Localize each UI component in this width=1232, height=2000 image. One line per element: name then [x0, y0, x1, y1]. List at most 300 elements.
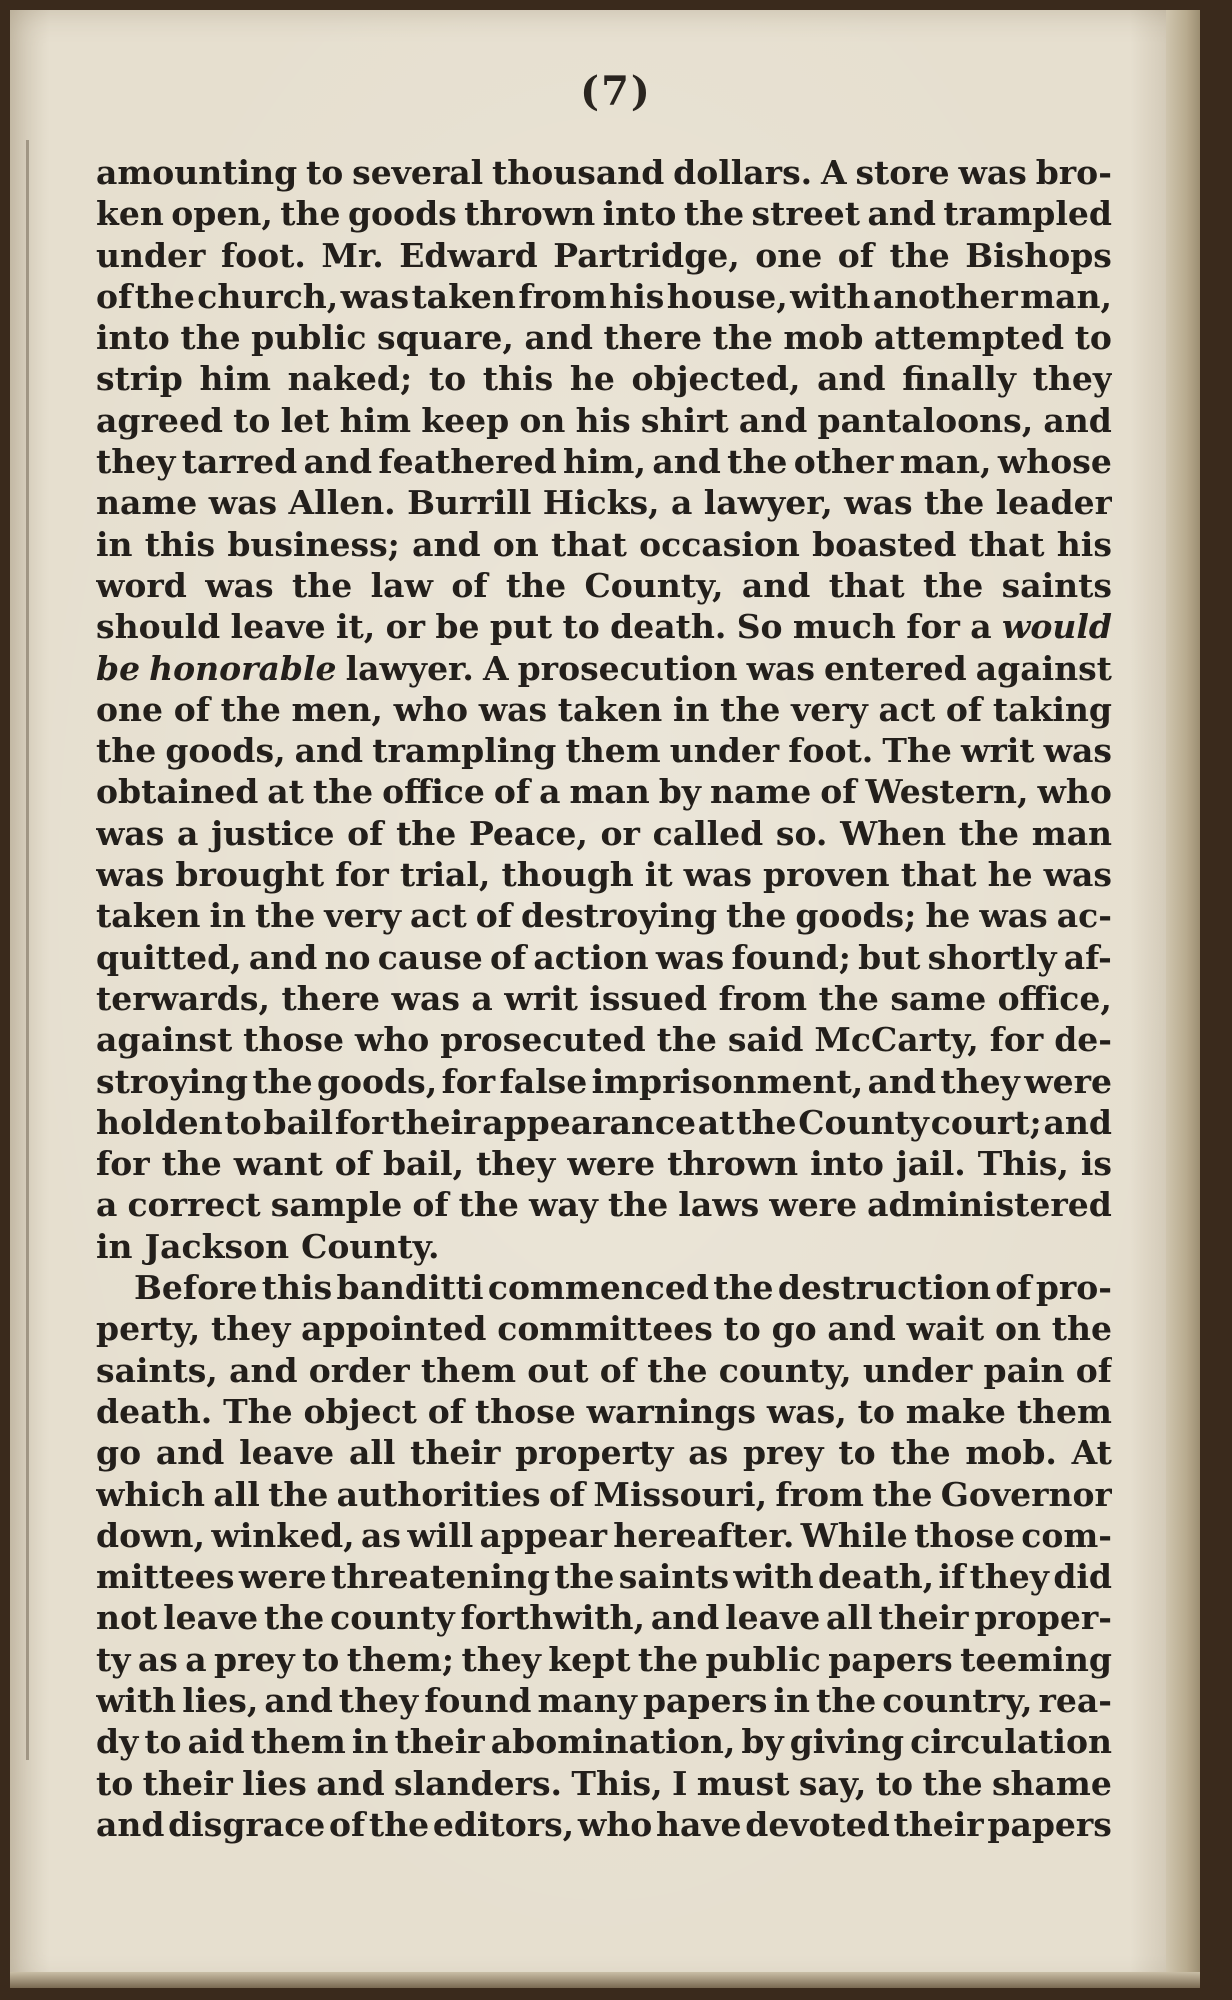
word: leave	[239, 1433, 335, 1473]
word: in	[351, 1722, 389, 1762]
word: with	[96, 1680, 177, 1720]
word: and	[867, 194, 936, 234]
word: of	[599, 1350, 636, 1390]
word: saints,	[96, 1350, 218, 1390]
word: against	[975, 648, 1112, 688]
word: to	[723, 1309, 761, 1349]
word: a	[96, 1185, 118, 1225]
word: terwards,	[96, 978, 270, 1018]
word: dy	[96, 1722, 139, 1762]
word: commenced	[487, 1268, 709, 1308]
word: man,	[899, 442, 992, 482]
word: writ	[504, 978, 578, 1018]
word: the	[727, 442, 788, 482]
word: circulation	[910, 1722, 1112, 1762]
word: to	[428, 359, 467, 399]
left-margin-rule	[26, 140, 29, 1760]
word: man,	[1020, 276, 1112, 316]
word: appear	[479, 1515, 607, 1555]
word: to	[144, 1722, 182, 1762]
word: they	[940, 1061, 1020, 1101]
word: quitted,	[96, 937, 242, 977]
word: proper-	[974, 1598, 1112, 1638]
word: The	[882, 731, 952, 771]
word: lawyer,	[703, 483, 833, 523]
word: they	[1032, 359, 1112, 399]
word: finally	[902, 359, 1016, 399]
word: warnings	[586, 1391, 756, 1431]
word: occasion	[639, 524, 800, 564]
word: or	[385, 607, 426, 647]
word: and	[1043, 400, 1112, 440]
word: called	[652, 813, 764, 853]
text-line	[96, 689, 1112, 730]
word: keep	[421, 400, 510, 440]
word: trampling	[372, 731, 557, 771]
word: sample	[270, 1185, 403, 1225]
text-line	[96, 524, 1112, 565]
word: to	[857, 1391, 895, 1431]
word: hereafter.	[613, 1515, 795, 1555]
word: of	[945, 689, 983, 729]
word: which	[96, 1474, 206, 1514]
text-line	[96, 1267, 1112, 1308]
word: death.	[96, 1391, 213, 1431]
word: foot.	[220, 235, 306, 275]
word: business;	[227, 524, 400, 564]
word: banditti	[336, 1268, 484, 1308]
word: Peace,	[468, 813, 588, 853]
word: them	[1016, 1391, 1112, 1431]
word: the	[713, 1268, 774, 1308]
word: men,	[291, 689, 383, 729]
word: papers	[828, 1639, 953, 1679]
word: their	[878, 1598, 969, 1638]
word: one	[96, 689, 163, 729]
word: was	[958, 153, 1027, 192]
text-line	[96, 193, 1112, 234]
word: bail	[263, 1102, 334, 1142]
word: of	[96, 276, 133, 316]
word: aid	[187, 1722, 245, 1762]
word: on	[994, 1309, 1041, 1349]
word: and	[294, 731, 364, 771]
word: attempted	[873, 318, 1065, 358]
word: This,	[571, 1763, 663, 1803]
word: name	[709, 772, 812, 812]
word: man	[1031, 813, 1112, 853]
word: the	[1051, 1309, 1112, 1349]
text-line	[96, 1350, 1112, 1391]
text-line	[96, 358, 1112, 399]
word: they	[969, 1557, 1049, 1597]
word: justice	[211, 813, 335, 853]
word: saints	[618, 1557, 730, 1597]
word: was	[478, 689, 548, 729]
word: with	[733, 1557, 814, 1597]
word: foot.	[788, 731, 874, 771]
word: false	[499, 1061, 588, 1101]
word: At	[1071, 1433, 1112, 1473]
word: taking	[992, 689, 1112, 729]
word: will	[407, 1515, 474, 1555]
word: issued	[589, 978, 708, 1018]
word: if	[938, 1557, 966, 1597]
word: editors,	[432, 1804, 575, 1844]
word: Allen.	[288, 483, 396, 523]
word: the	[280, 194, 341, 234]
word: When	[840, 813, 947, 853]
word: af-	[1063, 937, 1112, 977]
word: this	[144, 524, 216, 564]
text-line	[96, 937, 1112, 978]
word: and	[652, 442, 721, 482]
word: to	[96, 1763, 134, 1803]
word: and	[867, 1061, 937, 1101]
word: the	[255, 896, 316, 936]
word: and	[741, 565, 811, 605]
word: ty	[96, 1639, 131, 1679]
word: papers	[987, 1804, 1112, 1844]
word: The	[223, 1391, 293, 1431]
word: appearance	[482, 1102, 696, 1142]
word: all	[213, 1474, 260, 1514]
word: lies,	[182, 1680, 259, 1720]
word: object	[303, 1391, 417, 1431]
word: prey	[742, 1433, 824, 1473]
word: papers	[642, 1680, 768, 1720]
word: disgrace	[168, 1804, 326, 1844]
word: brought	[175, 855, 325, 895]
word: to	[224, 1102, 262, 1142]
word: from	[775, 1474, 864, 1514]
word: the	[958, 813, 1020, 853]
word: all	[348, 1433, 396, 1473]
text-line	[96, 235, 1112, 276]
word: stroying	[96, 1061, 248, 1101]
word: who	[393, 689, 469, 729]
body-text	[96, 152, 1112, 1845]
word: several	[352, 153, 484, 192]
word: street	[751, 194, 860, 234]
word: appointed	[301, 1309, 487, 1349]
word: go	[771, 1309, 817, 1349]
word: Hicks,	[542, 483, 660, 523]
word: the	[368, 1804, 430, 1844]
word: there	[281, 978, 381, 1018]
word: of	[489, 937, 527, 977]
word: a	[970, 607, 992, 647]
text-line	[96, 1019, 1112, 1060]
word: were	[238, 1557, 327, 1597]
text-line	[96, 1102, 1112, 1143]
word: office	[382, 772, 485, 812]
text-line	[96, 978, 1112, 1019]
text-line	[96, 1804, 1112, 1845]
word: dollars.	[673, 153, 813, 192]
word: into	[810, 1144, 884, 1184]
word: prosecuted	[440, 1020, 646, 1060]
word: public	[705, 1639, 821, 1679]
word: for	[906, 607, 960, 647]
word: Governor	[940, 1474, 1112, 1514]
word: his	[1056, 524, 1112, 564]
word: pain	[983, 1350, 1065, 1390]
text-line	[96, 606, 1112, 647]
word: they	[210, 1309, 291, 1349]
word: de-	[1054, 1020, 1112, 1060]
page-edge-right	[1166, 10, 1200, 1988]
word: other	[793, 442, 894, 482]
word: or	[600, 813, 640, 853]
word: into	[602, 194, 677, 234]
word: square,	[376, 318, 514, 358]
text-line	[96, 276, 1112, 317]
word: court;	[930, 1102, 1042, 1142]
word: out	[527, 1350, 589, 1390]
word: bail,	[382, 1144, 464, 1184]
word: another	[872, 276, 1018, 316]
word: be	[435, 607, 480, 647]
word: was	[340, 276, 410, 316]
word: shortly	[927, 937, 1057, 977]
word: is	[1080, 1144, 1112, 1184]
word: destruction	[777, 1268, 991, 1308]
word: have	[656, 1804, 742, 1844]
word: of	[820, 772, 857, 812]
word: goods	[347, 194, 457, 234]
word: the	[396, 813, 457, 853]
word: put	[489, 607, 553, 647]
word: goods;	[795, 896, 917, 936]
word: the	[134, 276, 195, 316]
page-number: (7)	[580, 68, 652, 115]
word: there	[603, 318, 703, 358]
word: he	[987, 855, 1033, 895]
word: the	[726, 896, 787, 936]
word: and	[303, 442, 373, 482]
word: that	[828, 565, 905, 605]
word: thousand	[492, 153, 665, 192]
word: the	[161, 1144, 222, 1184]
word: perty,	[96, 1309, 201, 1349]
word: way	[528, 1185, 598, 1225]
word: honorable	[149, 648, 337, 688]
word: giving	[789, 1722, 905, 1762]
word: whose	[997, 442, 1112, 482]
word: who	[577, 1804, 653, 1844]
word: not	[96, 1598, 158, 1638]
word: a	[177, 813, 199, 853]
word: a	[670, 483, 693, 523]
word: bro-	[1035, 153, 1112, 192]
word: of	[1075, 1350, 1112, 1390]
word: saints	[1001, 565, 1112, 605]
word: thrown	[464, 194, 596, 234]
word: thrown	[667, 1144, 799, 1184]
word: those	[474, 1391, 576, 1431]
word: was	[683, 855, 752, 895]
word: and	[316, 1763, 385, 1803]
word: proven	[763, 855, 890, 895]
word: county,	[718, 1350, 852, 1390]
word: administered	[867, 1185, 1112, 1225]
word: Partridge,	[553, 235, 740, 275]
text-line	[96, 730, 1112, 771]
word: word	[96, 565, 187, 605]
word: their	[893, 1804, 984, 1844]
word: were	[1024, 1061, 1112, 1101]
word: and	[524, 318, 593, 358]
word: would	[1001, 607, 1112, 647]
text-line	[96, 648, 1112, 689]
word: slanders.	[394, 1763, 563, 1803]
word: cause	[377, 937, 483, 977]
word: of	[173, 689, 210, 729]
word: the	[96, 731, 157, 771]
word: the	[264, 1598, 325, 1638]
word: agreed	[96, 400, 223, 440]
word: taken	[411, 276, 516, 316]
word: county	[330, 1598, 455, 1638]
word: and	[1043, 1102, 1112, 1142]
word: McCarty,	[814, 1020, 979, 1060]
word: his	[575, 400, 631, 440]
word: and	[817, 359, 886, 399]
text-line	[96, 482, 1112, 523]
word: goods,	[316, 1061, 438, 1101]
word: from	[518, 276, 607, 316]
word: on	[519, 400, 566, 440]
word: correct	[127, 1185, 261, 1225]
word: devoted	[745, 1804, 890, 1844]
word: the	[554, 1557, 615, 1597]
word: forthwith,	[460, 1598, 645, 1638]
word: and	[155, 1433, 225, 1473]
word: many	[537, 1680, 637, 1720]
word: the	[458, 1185, 519, 1225]
word: in	[672, 689, 710, 729]
word: pro-	[1035, 1268, 1112, 1308]
word: the	[252, 1061, 313, 1101]
word: mob.	[965, 1433, 1057, 1473]
word: abomination,	[490, 1722, 736, 1762]
word: though	[501, 855, 634, 895]
word: country,	[882, 1680, 1033, 1720]
word: threatening	[331, 1557, 550, 1597]
word: the	[268, 1474, 329, 1514]
word: open,	[171, 194, 273, 234]
word: committees	[497, 1309, 713, 1349]
word: ac-	[1056, 896, 1112, 936]
word: them;	[346, 1639, 455, 1679]
word: I	[671, 1763, 688, 1803]
word: the	[292, 565, 353, 605]
word: all	[826, 1598, 873, 1638]
word: to	[562, 607, 600, 647]
word: house,	[666, 276, 788, 316]
text-line	[96, 400, 1112, 441]
word: said	[727, 1020, 804, 1060]
word: to	[233, 400, 271, 440]
word: and	[96, 1804, 165, 1844]
text-line	[96, 441, 1112, 482]
word: Bishops	[965, 235, 1112, 275]
word: it,	[336, 607, 376, 647]
word: go	[96, 1433, 142, 1473]
word: it	[644, 855, 673, 895]
text-line	[96, 1763, 1112, 1804]
word: was	[208, 483, 278, 523]
word: feathered	[378, 442, 557, 482]
word: with	[790, 276, 871, 316]
word: death.	[610, 607, 727, 647]
word: by	[658, 772, 701, 812]
word: rea-	[1038, 1680, 1112, 1720]
text-line	[96, 1474, 1112, 1515]
word: the	[180, 318, 241, 358]
text-line	[96, 1391, 1112, 1432]
word: was	[979, 896, 1048, 936]
word: was	[1043, 731, 1112, 771]
word: lies	[242, 1763, 307, 1803]
word: shame	[991, 1763, 1112, 1803]
word: make	[905, 1391, 1006, 1431]
word: taken	[557, 689, 663, 729]
word: of	[334, 1144, 371, 1184]
word: should	[96, 607, 221, 647]
word: was	[844, 483, 913, 523]
word: tarred	[181, 442, 298, 482]
word: that	[900, 855, 977, 895]
word: law	[370, 565, 433, 605]
word: So	[736, 607, 783, 647]
word: on	[492, 524, 539, 564]
word: public	[251, 318, 367, 358]
word: they	[96, 442, 176, 482]
word: they	[475, 1144, 556, 1184]
word: to	[875, 1763, 913, 1803]
word: lawyer.	[345, 648, 474, 688]
word: in	[96, 524, 133, 564]
word: they	[461, 1639, 541, 1679]
word: to	[838, 1433, 876, 1473]
word: trial,	[399, 855, 491, 895]
word: teeming	[960, 1639, 1112, 1679]
word: the	[607, 1185, 669, 1225]
word: them	[250, 1722, 346, 1762]
word: to	[302, 1639, 340, 1679]
word: of	[995, 1268, 1032, 1308]
word: of	[451, 565, 488, 605]
word: and	[264, 1680, 333, 1720]
word: a	[185, 1639, 207, 1679]
word: and	[229, 1350, 298, 1390]
word: Edward	[399, 235, 538, 275]
word: in	[773, 1680, 810, 1720]
word: much	[792, 607, 896, 647]
word: for	[989, 1020, 1044, 1060]
word: he	[925, 896, 971, 936]
word: their	[394, 1722, 485, 1762]
text-line	[96, 1226, 1112, 1267]
word: the	[220, 689, 281, 729]
word: death,	[817, 1557, 935, 1597]
word: the	[656, 1020, 717, 1060]
text-line	[96, 1721, 1112, 1762]
word: did	[1053, 1557, 1112, 1597]
word: very	[791, 689, 868, 729]
